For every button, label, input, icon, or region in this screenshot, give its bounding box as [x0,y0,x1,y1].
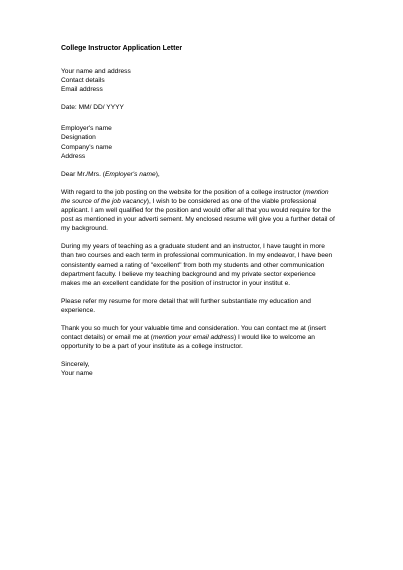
paragraph-line [61,333,353,342]
paragraph-line: applicant. I am well qualified for the position and would offer all that you would require for the [61,207,332,215]
paragraph-line: Please refer my resume for more detail that will further substantiate my education and [61,297,311,305]
paragraph-2 [61,242,353,287]
salutation [61,170,353,179]
salutation-line [61,170,353,179]
text-run: ), I wish to be considered as one of the viable professional [146,197,317,205]
recipient-line: Company's name [61,143,113,151]
text-run: ) I would like to welcome an [233,334,315,342]
sender-block [61,67,353,94]
closing-text: Sincerely, [61,361,90,369]
paragraph-line [61,188,353,197]
paragraph-line: than two courses and each term in professional communication. In my endeavor, I have been [61,252,333,260]
paragraph-line: experience. [61,306,96,314]
paragraph-line [61,197,353,206]
sender-line: Email address [61,86,103,94]
signature-text: Your name [61,370,93,378]
recipient-line: Employer's name [61,125,112,133]
recipient-block [61,124,353,160]
recipient-line: Address [61,152,86,160]
paragraph-line: my background. [61,225,108,233]
paragraph-1 [61,188,353,233]
paragraph-line: consistently earned a rating of "excellent" from both my students and other communication [61,261,325,269]
date-text: Date: MM/ DD/ YYYY [61,104,124,112]
paragraph-line: post as mentioned in your adverti sement. My enclosed resume will give you a further detail of [61,216,335,224]
paragraph-line: During my years of teaching as a graduate student and an instructor, I have taught in more [61,243,325,251]
letter-title: College Instructor Application Letter [61,45,183,52]
paragraph-4 [61,324,353,351]
paragraph-3 [61,297,353,315]
salutation-suffix: ), [155,170,160,178]
recipient-line: Designation [61,134,96,142]
text-run: contact details) or email me at ( [61,334,153,342]
italic-run: mention your email address [152,334,234,342]
italic-run: mention [305,188,329,196]
sender-line: Your name and address [61,68,131,75]
paragraph-line: Thank you so much for your valuable time and consideration. You can contact me at (insert [61,324,326,332]
sender-line: Contact details [61,77,105,85]
text-run: With regard to the job posting on the website for the position of a college instructor ( [61,188,306,196]
paragraph-line: department faculty. I believe my teaching background and my private sector experience [61,270,316,278]
date-line [61,103,353,112]
closing-block [61,360,353,378]
letter-body [61,44,353,387]
paragraph-line: opportunity to be a part of your institute as a college instructor. [61,343,243,351]
paragraph-line: makes me an excellent candidate for the position of instructor in your institut e. [61,279,291,287]
italic-run: the source of the job vacancy [61,197,147,205]
salutation-prefix: Dear Mr./Mrs. ( [61,170,105,178]
salutation-name: Employer's name [104,170,156,178]
